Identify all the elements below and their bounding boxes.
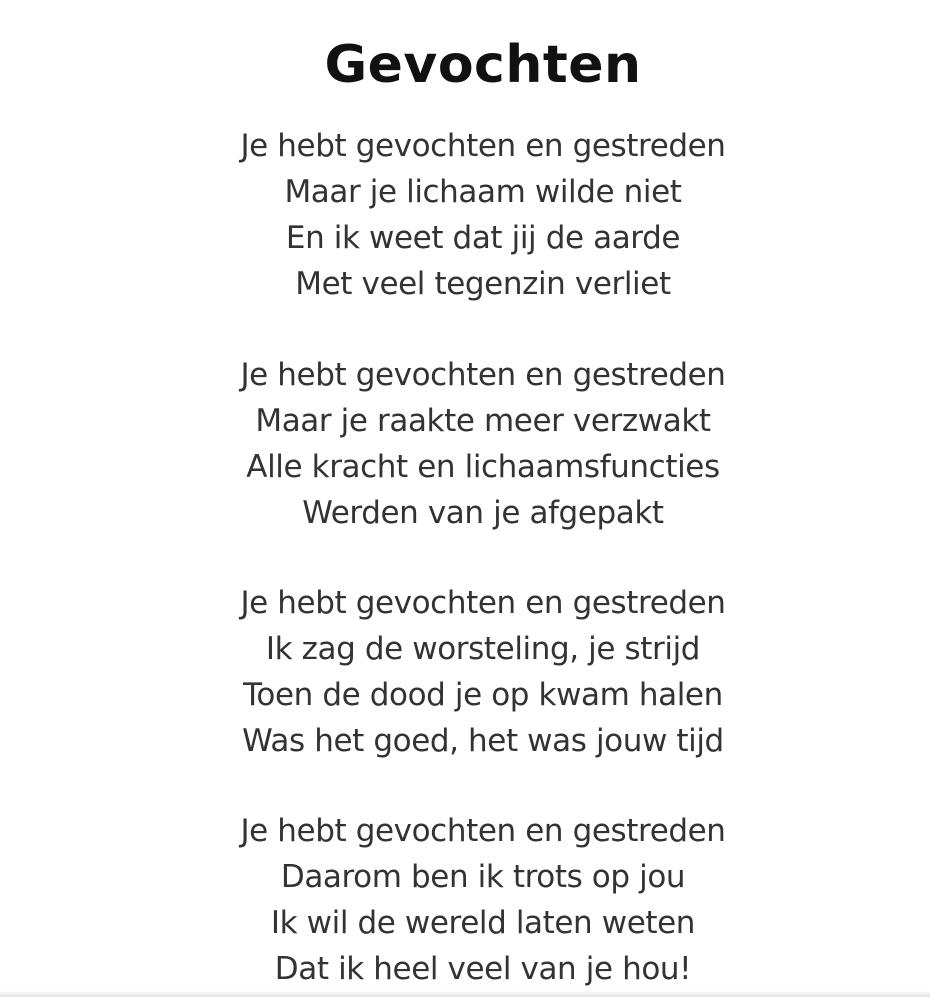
poem-line: Je hebt gevochten en gestreden: [240, 585, 726, 621]
poem-line: Met veel tegenzin verliet: [295, 266, 671, 302]
poem-line: Dat ik heel veel van je hou!: [274, 951, 692, 987]
poem-line: Werden van je afgepakt: [302, 495, 664, 531]
poem-line: Ik wil de wereld laten weten: [270, 905, 696, 941]
poem-line: Maar je lichaam wilde niet: [284, 174, 682, 210]
bottom-edge-shadow: [0, 991, 930, 997]
poem-line: Alle kracht en lichaamsfuncties: [246, 449, 720, 485]
stanza-2: [0, 352, 930, 536]
stanza-1: [0, 123, 930, 307]
poem-line: Toen de dood je op kwam halen: [243, 677, 723, 713]
stanza-3: [0, 580, 930, 764]
stanza-4: [0, 808, 930, 992]
poem-line: Was het goed, het was jouw tijd: [242, 723, 724, 759]
poem-title: Gevochten: [324, 35, 642, 95]
poem-line: En ik weet dat jij de aarde: [285, 220, 681, 256]
poem-line: Ik zag de worsteling, je strijd: [265, 631, 701, 667]
poem-line: Maar je raakte meer verzwakt: [255, 403, 711, 439]
poem-line: Je hebt gevochten en gestreden: [240, 357, 726, 393]
poem-line: Daarom ben ik trots op jou: [280, 859, 686, 895]
poem-line: Je hebt gevochten en gestreden: [240, 128, 726, 164]
poem-line: Je hebt gevochten en gestreden: [240, 813, 726, 849]
